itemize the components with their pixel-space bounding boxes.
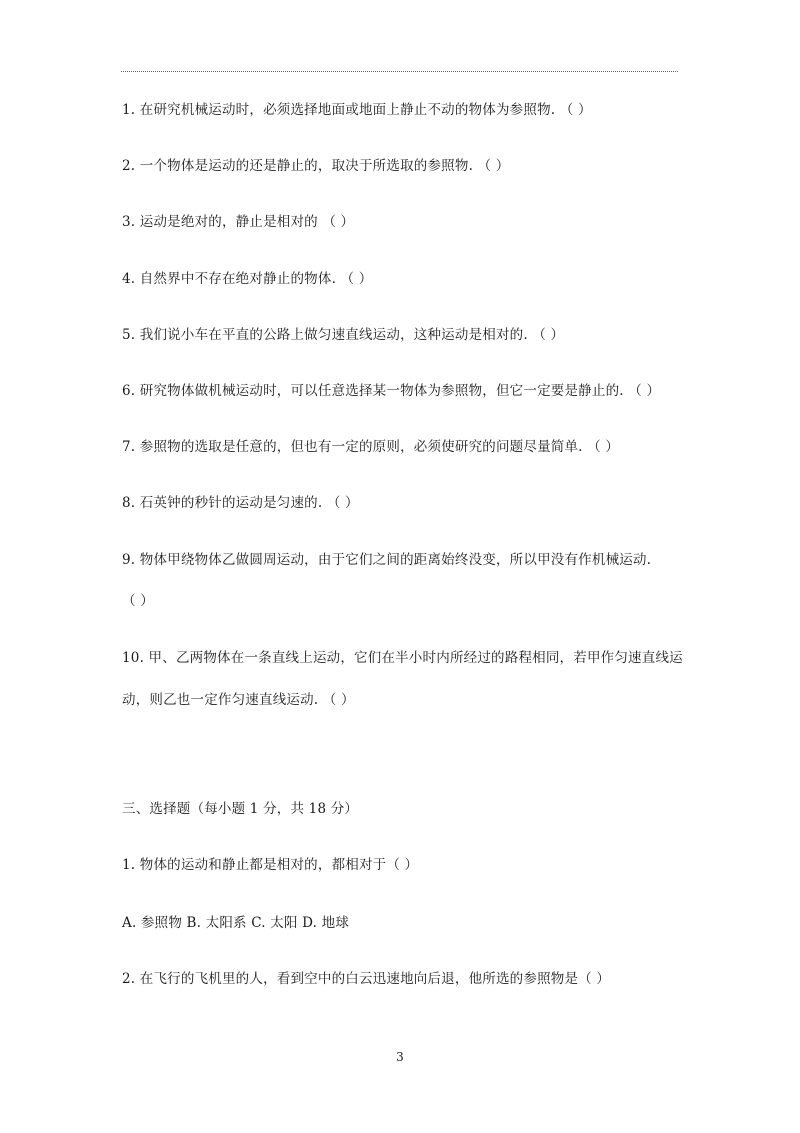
tf-item-6: 6. 研究物体做机械运动时，可以任意选择某一物体为参照物，但它一定要是静止的. （ ） — [122, 383, 661, 399]
tf-item-4: 4. 自然界中不存在绝对静止的物体. （ ） — [122, 271, 373, 287]
tf-item-5: 5. 我们说小车在平直的公路上做匀速直线运动，这种运动是相对的. （ ） — [122, 327, 565, 343]
tf-item-2: 2. 一个物体是运动的还是静止的，取决于所选取的参照物. （ ） — [122, 158, 510, 174]
tf-item-9-cont: （ ） — [122, 593, 154, 609]
tf-item-7: 7. 参照物的选取是任意的，但也有一定的原则，必须使研究的问题尽量简单. （ ） — [122, 439, 620, 455]
section-heading: 三、选择题（每小题 1 分，共 18 分） — [122, 801, 359, 817]
mc-question-2: 2. 在飞行的飞机里的人，看到空中的白云迅速地向后退，他所选的参照物是（ ） — [122, 971, 611, 987]
tf-item-3: 3. 运动是绝对的，静止是相对的 （ ） — [122, 214, 355, 230]
tf-item-9: 9. 物体甲绕物体乙做圆周运动，由于它们之间的距离始终没变，所以甲没有作机械运动. — [122, 552, 652, 568]
tf-item-8: 8. 石英钟的秒针的运动是匀速的. （ ） — [122, 495, 359, 511]
tf-item-10-cont: 动，则乙也一定作匀速直线运动. （ ） — [122, 692, 355, 708]
header-divider — [121, 71, 678, 72]
tf-item-1: 1. 在研究机械运动时，必须选择地面或地面上静止不动的物体为参照物. （ ） — [122, 102, 592, 118]
mc-question-1: 1. 物体的运动和静止都是相对的，都相对于（ ） — [122, 857, 419, 873]
mc-question-1-options: A. 参照物 B. 太阳系 C. 太阳 D. 地球 — [122, 915, 350, 931]
tf-item-10: 10. 甲、乙两物体在一条直线上运动，它们在半小时内所经过的路程相同，若甲作匀速直线运 — [122, 650, 683, 666]
page-number: 3 — [396, 1050, 404, 1064]
